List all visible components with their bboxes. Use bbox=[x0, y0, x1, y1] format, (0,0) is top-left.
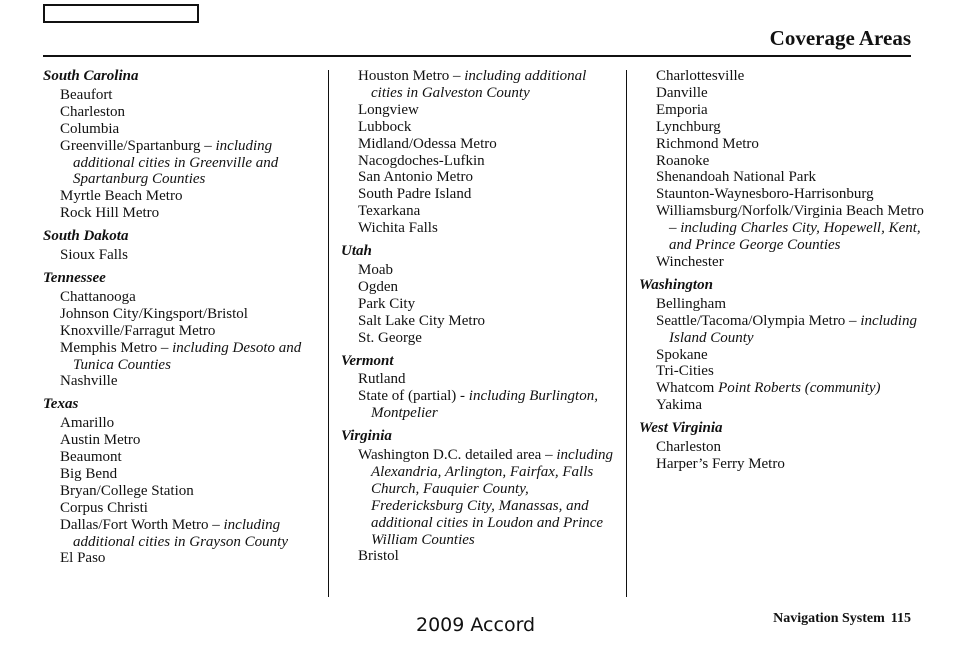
city-entry bbox=[341, 119, 621, 136]
city-name: Nashville bbox=[60, 373, 118, 390]
city-name: Wichita Falls bbox=[358, 220, 438, 237]
city-name: South Padre Island bbox=[358, 186, 472, 203]
city-entry bbox=[43, 104, 323, 121]
city-entry bbox=[639, 102, 929, 119]
city-entry bbox=[43, 415, 323, 432]
city-entry bbox=[341, 186, 621, 203]
page-number: 115 bbox=[890, 611, 911, 626]
city-entry bbox=[43, 289, 323, 306]
city-entry bbox=[639, 136, 929, 153]
city-note: including Island County bbox=[669, 312, 917, 346]
city-entry bbox=[639, 203, 929, 254]
city-entry bbox=[639, 153, 929, 170]
city-entry bbox=[341, 203, 621, 220]
city-note: Point Roberts (community) bbox=[718, 380, 881, 397]
city-note: including additional cities in Galveston County bbox=[371, 68, 587, 101]
city-entry bbox=[341, 388, 621, 422]
city-entry bbox=[341, 102, 621, 119]
city-entry bbox=[639, 169, 929, 186]
city-name: Bristol bbox=[358, 548, 399, 565]
city-entry bbox=[43, 432, 323, 449]
state-heading: Vermont bbox=[341, 352, 394, 369]
city-entry bbox=[639, 380, 929, 397]
state-heading: Utah bbox=[341, 243, 372, 260]
city-name: Bryan/College Station bbox=[60, 482, 194, 499]
title-rule bbox=[43, 55, 911, 57]
city-name: Spokane bbox=[656, 346, 708, 363]
state-heading: South Carolina bbox=[43, 68, 139, 84]
state-heading: Virginia bbox=[341, 428, 392, 445]
city-name: Williamsburg/Norfolk/Virginia Beach Metro – bbox=[656, 203, 924, 237]
city-entry bbox=[43, 373, 323, 390]
city-name: Shenandoah National Park bbox=[656, 169, 816, 186]
city-name: Midland/Odessa Metro bbox=[358, 135, 497, 152]
city-entry bbox=[341, 169, 621, 186]
city-entry bbox=[43, 340, 323, 374]
city-name: Park City bbox=[358, 295, 416, 312]
city-name: Memphis Metro – bbox=[60, 339, 173, 356]
city-name: Nacogdoches-Lufkin bbox=[358, 152, 485, 169]
city-entry bbox=[341, 153, 621, 170]
city-name: Chattanooga bbox=[60, 288, 136, 305]
city-entry bbox=[341, 313, 621, 330]
city-note: including Charles City, Hopewell, Kent, and Prince George Counties bbox=[669, 220, 921, 254]
city-entry bbox=[43, 449, 323, 466]
city-entry bbox=[341, 136, 621, 153]
city-name: Big Bend bbox=[60, 465, 118, 482]
city-entry bbox=[639, 254, 929, 271]
state-heading: Texas bbox=[43, 396, 79, 413]
column-divider bbox=[626, 70, 627, 597]
city-entry bbox=[43, 323, 323, 340]
city-entry bbox=[639, 296, 929, 313]
city-note: including additional cities in Greenville and Spartanburg Counties bbox=[73, 137, 279, 188]
city-entry bbox=[341, 279, 621, 296]
footer-model: 2009 Accord bbox=[416, 614, 536, 636]
city-name: St. George bbox=[358, 329, 422, 346]
city-entry bbox=[43, 550, 323, 567]
state-heading: West Virginia bbox=[639, 420, 723, 437]
city-entry bbox=[639, 347, 929, 364]
city-note: including Burlington, Montpelier bbox=[371, 388, 598, 422]
city-name: Emporia bbox=[656, 101, 708, 118]
city-entry bbox=[43, 121, 323, 138]
city-note: including Alexandria, Arlington, Fairfax, Falls Church, Fauquier County, Fredericksburg City, Manassas, and additional cities in Loudon and Prince William Counties bbox=[371, 447, 613, 548]
city-entry bbox=[639, 85, 929, 102]
city-entry bbox=[43, 466, 323, 483]
city-entry bbox=[639, 68, 929, 85]
city-entry bbox=[639, 363, 929, 380]
city-entry bbox=[639, 119, 929, 136]
city-entry bbox=[639, 439, 929, 456]
city-entry bbox=[43, 87, 323, 104]
city-name: Charleston bbox=[60, 103, 125, 120]
city-name: Ogden bbox=[358, 278, 398, 295]
city-name: Myrtle Beach Metro bbox=[60, 188, 183, 205]
city-entry bbox=[43, 500, 323, 517]
city-name: Tri-Cities bbox=[656, 363, 714, 380]
city-name: Longview bbox=[358, 101, 419, 118]
city-name: Beaumont bbox=[60, 449, 122, 466]
city-name: Beaufort bbox=[60, 86, 113, 103]
column-3 bbox=[639, 68, 929, 473]
city-name: Rutland bbox=[358, 371, 406, 388]
city-name: Charleston bbox=[656, 439, 721, 456]
city-name: Staunton-Waynesboro-Harrisonburg bbox=[656, 186, 874, 203]
city-name: El Paso bbox=[60, 550, 106, 567]
city-entry bbox=[341, 220, 621, 237]
city-entry bbox=[43, 483, 323, 500]
city-name: Bellingham bbox=[656, 295, 726, 312]
page-title: Coverage Areas bbox=[769, 26, 911, 50]
city-name: Charlottesville bbox=[656, 68, 745, 84]
column-divider bbox=[328, 70, 329, 597]
city-name: Yakima bbox=[656, 397, 702, 414]
city-entry bbox=[43, 138, 323, 189]
city-name: Texarkana bbox=[358, 203, 421, 220]
city-name: San Antonio Metro bbox=[358, 169, 473, 186]
city-entry bbox=[639, 456, 929, 473]
city-name: Lubbock bbox=[358, 118, 412, 135]
column-1 bbox=[43, 68, 323, 567]
city-note: including additional cities in Grayson County bbox=[73, 516, 288, 550]
city-name: Harper’s Ferry Metro bbox=[656, 455, 785, 472]
city-entry bbox=[341, 330, 621, 347]
city-entry bbox=[341, 296, 621, 313]
city-name: Amarillo bbox=[60, 415, 115, 432]
city-name: Houston Metro – bbox=[358, 68, 465, 84]
city-entry bbox=[341, 262, 621, 279]
city-name: Salt Lake City Metro bbox=[358, 312, 486, 329]
footer-section-label: Navigation System bbox=[773, 611, 885, 626]
city-name: Corpus Christi bbox=[60, 499, 148, 516]
city-entry bbox=[341, 371, 621, 388]
city-name: Moab bbox=[358, 261, 393, 278]
city-entry bbox=[341, 548, 621, 565]
city-name: Rock Hill Metro bbox=[60, 205, 160, 222]
city-name: Columbia bbox=[60, 120, 120, 137]
city-entry bbox=[43, 188, 323, 205]
city-entry bbox=[639, 186, 929, 203]
city-entry bbox=[43, 247, 323, 264]
city-entry bbox=[639, 313, 929, 347]
city-name: Danville bbox=[656, 84, 708, 101]
city-entry bbox=[43, 306, 323, 323]
footer-section bbox=[773, 611, 911, 627]
city-note: including Desoto and Tunica Counties bbox=[73, 339, 302, 373]
city-name: Johnson City/Kingsport/Bristol bbox=[60, 305, 248, 322]
city-name: Lynchburg bbox=[656, 118, 721, 135]
header-tab-box bbox=[43, 4, 199, 23]
city-entry bbox=[639, 397, 929, 414]
city-name: Greenville/Spartanburg – bbox=[60, 137, 216, 154]
city-name: Whatcom bbox=[656, 380, 719, 397]
city-name: Dallas/Fort Worth Metro – bbox=[60, 516, 224, 533]
city-name: Seattle/Tacoma/Olympia Metro – bbox=[656, 312, 861, 329]
state-heading: Washington bbox=[639, 276, 713, 293]
city-entry bbox=[43, 205, 323, 222]
state-heading: Tennessee bbox=[43, 269, 106, 286]
city-entry bbox=[43, 517, 323, 551]
city-name: Richmond Metro bbox=[656, 135, 759, 152]
city-name: State of (partial) - bbox=[358, 388, 469, 405]
city-name: Winchester bbox=[656, 253, 724, 270]
state-heading: South Dakota bbox=[43, 228, 129, 245]
city-entry bbox=[341, 68, 621, 102]
city-name: Knoxville/Farragut Metro bbox=[60, 322, 216, 339]
city-name: Roanoke bbox=[656, 152, 710, 169]
column-2 bbox=[341, 68, 621, 565]
city-entry bbox=[341, 447, 621, 548]
city-name: Sioux Falls bbox=[60, 247, 128, 264]
city-name: Austin Metro bbox=[60, 432, 141, 449]
city-name: Washington D.C. detailed area – bbox=[358, 447, 557, 464]
